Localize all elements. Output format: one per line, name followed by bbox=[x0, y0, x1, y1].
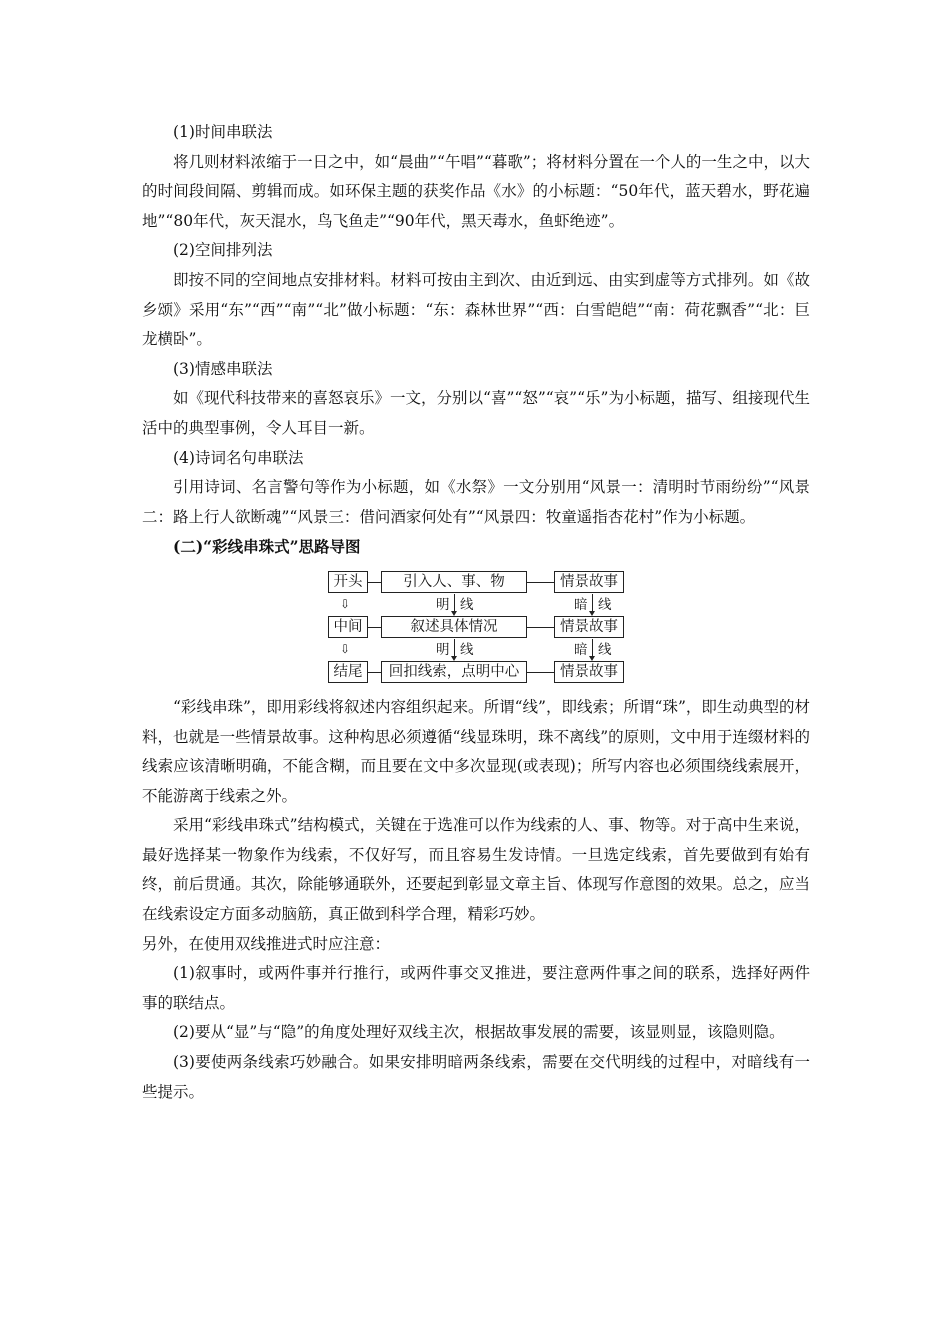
dark-line-label-1: 暗 bbox=[574, 641, 588, 658]
bright-line-label-2: 线 bbox=[460, 596, 474, 613]
section-body-poetry: 引用诗词、名言警句等作为小标题，如《水祭》一文分别用“风景一：清明时节雨纷纷”“风景二：路上行人欲断魂”“风景三：借问酒家何处有”“风景四：牧童遥指杏花村”作为小标题。 bbox=[142, 478, 810, 526]
connector bbox=[526, 627, 554, 628]
story-box-3: 情景故事 bbox=[554, 661, 624, 683]
story-box-1: 情景故事 bbox=[554, 571, 624, 593]
dark-line-label-2: 线 bbox=[598, 596, 612, 613]
stage-box-start: 开头 bbox=[328, 571, 368, 593]
document-page bbox=[142, 118, 810, 1107]
hollow-down-arrow-icon: ⇩ bbox=[340, 641, 351, 656]
bright-line-label-1: 明 bbox=[436, 596, 450, 613]
note-item-3: (3)要使两条线索巧妙融合。如果安排明暗两条线索，需要在交代明线的过程中，对暗线有一些提示。 bbox=[142, 1053, 810, 1101]
story-box-2: 情景故事 bbox=[554, 616, 624, 638]
section-title-space: (2)空间排列法 bbox=[173, 241, 273, 260]
section-body-emotion: 如《现代科技带来的喜怒哀乐》一文，分别以“喜”“怒”“哀”“乐”为小标题，描写、组接现代生活中的典型事例，令人耳目一新。 bbox=[142, 389, 810, 437]
content-box-detail: 叙述具体情况 bbox=[381, 616, 527, 638]
connector bbox=[367, 672, 381, 673]
paragraph-structure-mode: 采用“彩线串珠式”结构模式，关键在于选准可以作为线索的人、事、物等。对于高中生来说，最好选择某一物象作为线索，不仅好写，而且容易生发诗情。一旦选定线索，首先要做到有始有终，前后贯通。其次，除能够通联外，还要起到彰显文章主旨、体现写作意图的效果。总之，应当在线索设定方面多动脑筋，真正做到科学合理，精彩巧妙。 bbox=[142, 816, 810, 924]
content-box-conclusion: 回扣线索，点明中心 bbox=[381, 661, 527, 683]
bright-line-label-1: 明 bbox=[436, 641, 450, 658]
stage-box-middle: 中间 bbox=[328, 616, 368, 638]
stage-box-end: 结尾 bbox=[328, 661, 368, 683]
section-title-poetry: (4)诗词名句串联法 bbox=[173, 448, 304, 467]
note-item-1: (1)叙事时，或两件事并行推行，或两件事交叉推进，要注意两件事之间的联系，选择好两件事的联结点。 bbox=[142, 964, 810, 1012]
section-title-time: (1)时间串联法 bbox=[173, 123, 273, 141]
hollow-down-arrow-icon: ⇩ bbox=[340, 596, 351, 611]
note-item-2: (2)要从“显”与“隐”的角度处理好双线主次，根据故事发展的需要，该显则显，该隐则隐。 bbox=[173, 1023, 785, 1042]
connector bbox=[526, 582, 554, 583]
dark-line-label-1: 暗 bbox=[574, 596, 588, 613]
section-body-space: 即按不同的空间地点安排材料。材料可按由主到次、由近到远、由实到虚等方式排列。如《故乡颂》采用“东”“西”“南”“北”做小标题：“东：森林世界”“西：白雪皑皑”“南：荷花飘香”“北：巨龙横卧”。 bbox=[142, 270, 810, 349]
section-title-emotion: (3)情感串联法 bbox=[173, 359, 273, 378]
paragraph-colored-thread: “彩线串珠”，即用彩线将叙述内容组织起来。所谓“线”，即线索；所谓“珠”，即生动典型的材料，也就是一些情景故事。这种构思必须遵循“线显珠明，珠不离线”的原则，文中用于连缀材料的线索应该清晰明确，不能含糊，而且要在文中多次显现(或表现)；所写内容也必须围绕线索展开，不能游离于线索之外。 bbox=[142, 697, 810, 805]
mind-map-diagram bbox=[142, 565, 810, 691]
connector bbox=[526, 672, 554, 673]
diagram-title: (二)“彩线串珠式”思路导图 bbox=[173, 537, 361, 557]
dark-line-arrow bbox=[592, 639, 593, 657]
connector bbox=[367, 582, 381, 583]
dark-line-arrow bbox=[592, 594, 593, 612]
note-intro: 另外，在使用双线推进式时应注意： bbox=[142, 934, 391, 953]
section-body-time: 将几则材料浓缩于一日之中，如“晨曲”“午唱”“暮歌”；将材料分置在一个人的一生之中，以大的时间段间隔、剪辑而成。如环保主题的获奖作品《水》的小标题：“50年代，蓝天碧水，野花遍地”“80年代，灰天混水，鸟飞鱼走”“90年代，黑天毒水，鱼虾绝迹”。 bbox=[142, 152, 810, 230]
connector bbox=[367, 627, 381, 628]
bright-line-arrow bbox=[454, 594, 455, 612]
bright-line-label-2: 线 bbox=[460, 641, 474, 658]
content-box-intro: 引入人、事、物 bbox=[381, 571, 527, 593]
bright-line-arrow bbox=[454, 639, 455, 657]
dark-line-label-2: 线 bbox=[598, 641, 612, 658]
